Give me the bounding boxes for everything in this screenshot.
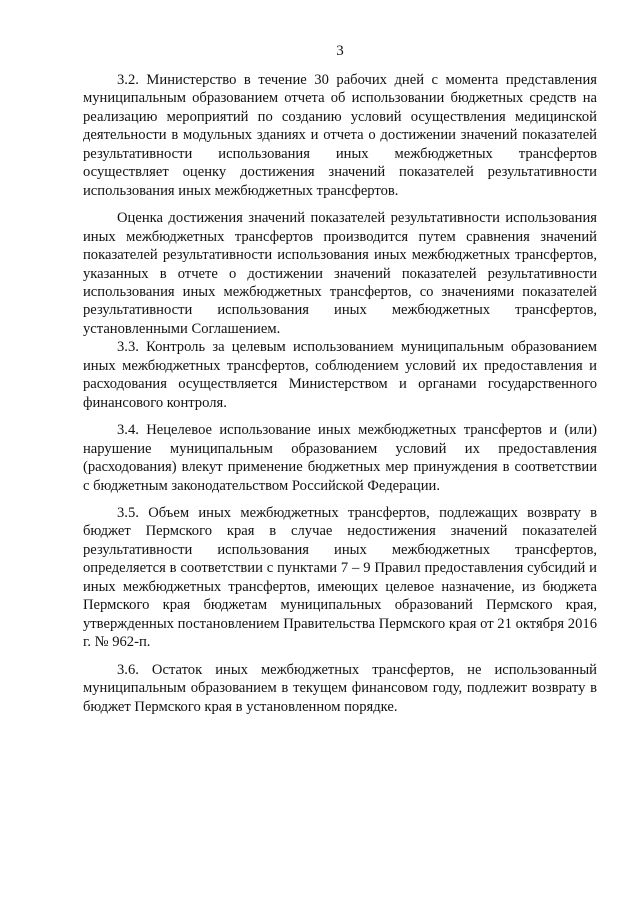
paragraph-assessment: Оценка достижения значений показателей результативности использования иных межбюджетных трансфертов производится путем сравнения значений показателей результативности использования иных межбюджетных трансфертов, указанных в отчете о достижении значений показателей результативности использования иных межбюджетных трансфертов, со значениями показателей результативности использования иных межбюджетных трансфертов, установленными Соглашением. [83, 210, 597, 337]
document-page [83, 42, 597, 716]
paragraph-3-4: 3.4. Нецелевое использование иных межбюджетных трансфертов и (или) нарушение муниципальным образованием условий их предоставления (расходования) влекут применение бюджетных мер принуждения в соответствии с бюджетным законодательством Российской Федерации. [83, 422, 597, 494]
paragraph-3-2: 3.2. Министерство в течение 30 рабочих дней с момента представления муниципальным образованием отчета об использовании бюджетных средств на реализацию мероприятий по созданию условий осуществления медицинской деятельности в модульных зданиях и отчета о достижении значений показателей результативности использования иных межбюджетных трансфертов осуществляет оценку достижения значений показателей результативности использования иных межбюджетных трансфертов. [83, 72, 597, 199]
page-number: 3 [336, 43, 344, 59]
paragraph-3-6: 3.6. Остаток иных межбюджетных трансфертов, не использованный муниципальным образованием в текущем финансовом году, подлежит возврату в бюджет Пермского края в установленном порядке. [83, 661, 597, 715]
paragraph-3-3: 3.3. Контроль за целевым использованием муниципальным образованием иных межбюджетных трансфертов, соблюдением условий их предоставления и расходования осуществляется Министерством и органами государственного финансового контроля. [83, 339, 597, 411]
paragraph-3-5: 3.5. Объем иных межбюджетных трансфертов, подлежащих возврату в бюджет Пермского края в случае недостижения значений показателей результативности использования иных межбюджетных трансфертов, определяется в соответствии с пунктами 7 – 9 Правил предоставления субсидий и иных межбюджетных трансфертов, имеющих целевое назначение, из бюджета Пермского края бюджетам муниципальных образований Пермского края, утвержденных постановлением Правительства Пермского края от 21 октября 2016 г. № 962-п. [83, 504, 597, 651]
